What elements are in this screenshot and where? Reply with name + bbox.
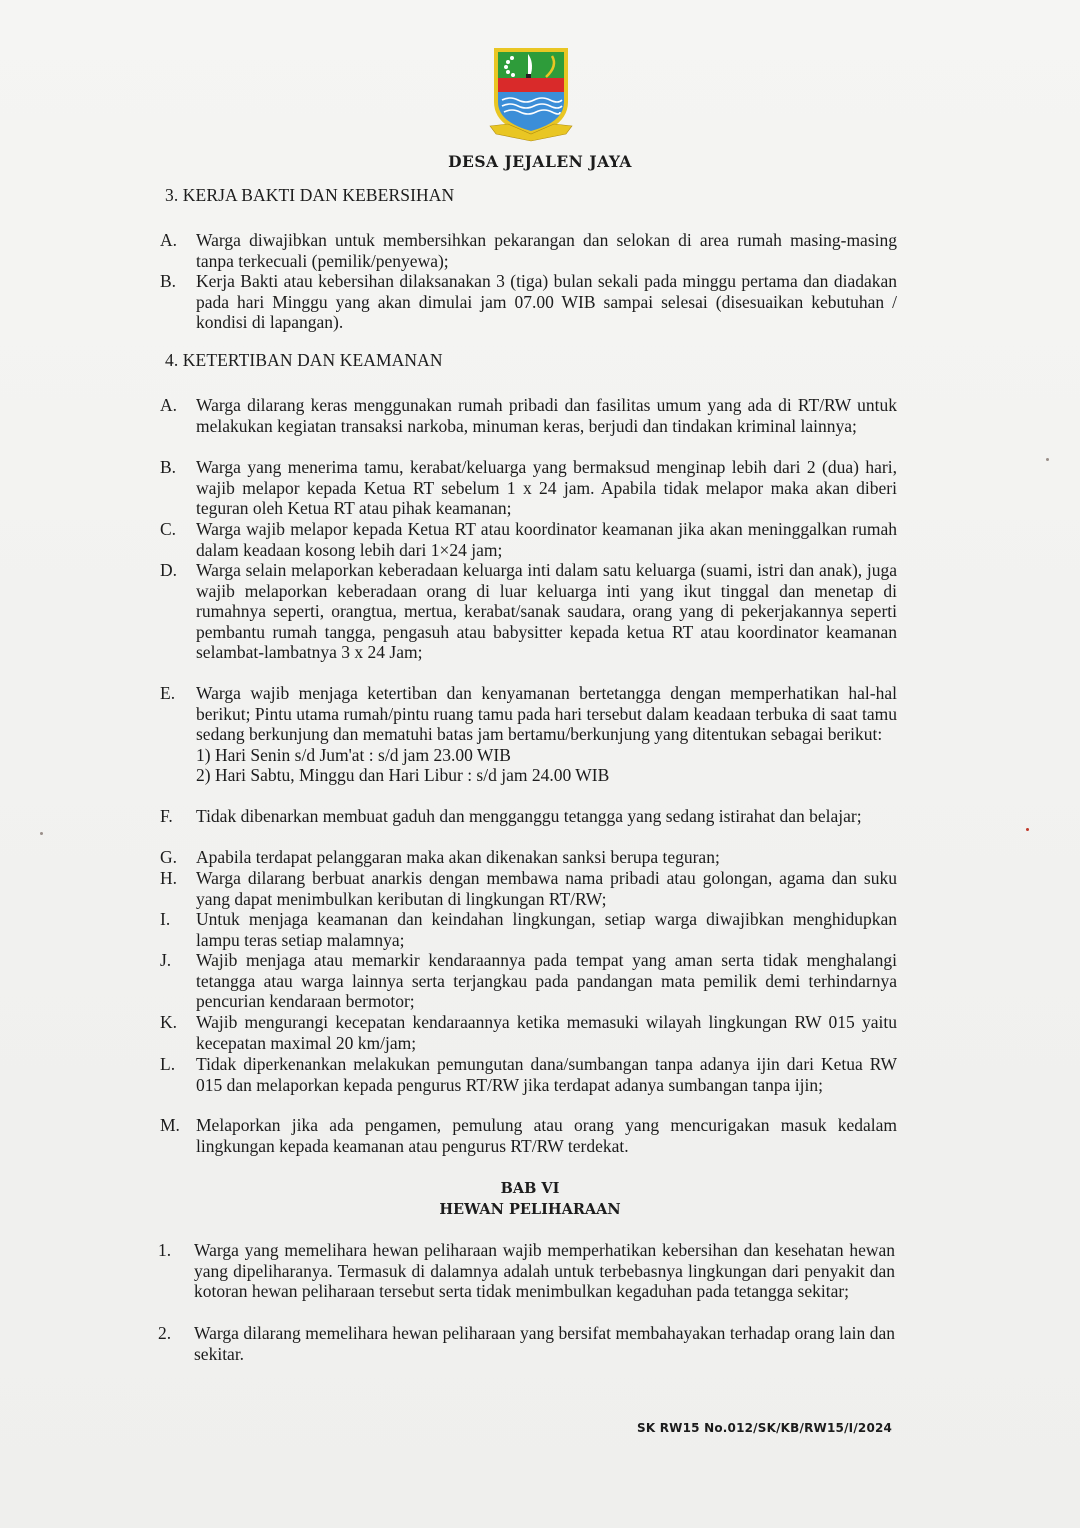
item-text: Wajib mengurangi kecepatan kendaraannya ketika memasuki wilayah lingkungan RW 015 yaitu kecepatan maximal 20 km/jam;: [196, 1012, 897, 1053]
paper-speck: [1046, 458, 1049, 461]
item-label: 2.: [158, 1323, 172, 1343]
item-label: E.: [160, 683, 176, 703]
item-label: B.: [160, 271, 177, 291]
list-item: [160, 230, 897, 271]
list-item: [160, 806, 897, 827]
item-text: Warga yang memelihara hewan peliharaan wajib memperhatikan kebersihan dan kesehatan hewan yang dipeliharanya. Termasuk di dalamnya adalah untuk terbebasnya lingkungan dari penyakit dan kotoran hewan peliharaan tersebut serta tidak menimbulkan kegaduhan pada tetangga sekitar;: [194, 1240, 895, 1301]
village-name: DESA JEJALEN JAYA: [448, 152, 632, 171]
list-item: [160, 1012, 897, 1053]
list-item: [158, 1240, 895, 1302]
list-item: [160, 519, 897, 560]
item-label: A.: [160, 230, 178, 250]
item-label: C.: [160, 519, 177, 539]
item-label: A.: [160, 395, 178, 415]
item-label: K.: [160, 1012, 178, 1032]
item-text: Warga dilarang berbuat anarkis dengan membawa nama pribadi atau golongan, agama dan suku yang dapat menimbulkan keributan di lingkungan RT/RW;: [196, 868, 897, 909]
item-text: Wajib menjaga atau memarkir kendaraannya pada tempat yang aman serta tidak menghalangi tetangga atau warga lainnya serta terjangkau pada pandangan mata pemilik demi terhindarnya pencurian kendaraan bermotor;: [196, 950, 897, 1011]
list-item: [158, 1323, 895, 1364]
item-text: [196, 683, 897, 786]
item-text: Melaporkan jika ada pengamen, pemulung atau orang yang mencurigakan masuk kedalam lingkungan kepada keamanan atau pengurus RT/RW terdekat.: [196, 1115, 897, 1156]
list-item: [160, 1054, 897, 1095]
chapter-number: BAB VI: [500, 1180, 560, 1197]
list-item: [160, 271, 897, 333]
item-text: Untuk menjaga keamanan dan keindahan lingkungan, setiap warga diwajibkan menghidupkan lampu teras setiap malamnya;: [196, 909, 897, 950]
item-text: Warga wajib melapor kepada Ketua RT atau koordinator keamanan jika akan meninggalkan rumah dalam keadaan kosong lebih dari 1×24 jam;: [196, 519, 897, 560]
list-item: [160, 909, 897, 950]
item-text: Warga dilarang memelihara hewan peliharaan yang bersifat membahayakan terhadap orang lain dan sekitar.: [194, 1323, 895, 1364]
list-item: [160, 1115, 897, 1156]
sub-item: 1) Hari Senin s/d Jum'at : s/d jam 23.00 WIB: [196, 744, 511, 765]
item-text: Warga yang menerima tamu, kerabat/keluarga yang bermaksud menginap lebih dari 2 (dua) hari, wajib melapor kepada Ketua RT sebelum 1 x 24 jam. Apabila tidak melapor maka akan diberi teguran oleh Ketua RT atau pihak keamanan;: [196, 457, 897, 518]
list-item: [160, 868, 897, 909]
item-text: Warga diwajibkan untuk membersihkan pekarangan dan selokan di area rumah masing-masing tanpa terkecuali (pemilik/penyewa);: [196, 230, 897, 271]
item-label: L.: [160, 1054, 176, 1074]
paper-speck: [40, 832, 43, 835]
list-item: [160, 950, 897, 1012]
item-label: I.: [160, 909, 171, 929]
sub-item: 2) Hari Sabtu, Minggu dan Hari Libur : s/d jam 24.00 WIB: [196, 765, 610, 785]
item-label: M.: [160, 1115, 180, 1135]
item-text: Tidak dibenarkan membuat gaduh dan mengganggu tetangga yang sedang istirahat dan belajar;: [196, 806, 862, 826]
item-label: G.: [160, 847, 178, 867]
item-label: B.: [160, 457, 177, 477]
item-text: Kerja Bakti atau kebersihan dilaksanakan 3 (tiga) bulan sekali pada minggu pertama dan diadakan pada hari Minggu yang akan dimulai jam 07.00 WIB sampai selesai (disesuaikan kebutuhan / kondisi di lapangan).: [196, 271, 897, 332]
paper-speck: [1026, 828, 1029, 831]
item-label: 1.: [158, 1240, 172, 1260]
list-item: [160, 683, 897, 786]
section-title: 3. KERJA BAKTI DAN KEBERSIHAN: [165, 185, 455, 205]
item-label: F.: [160, 806, 173, 826]
coat-of-arms-emblem-icon: [486, 44, 576, 144]
chapter-title: HEWAN PELIHARAAN: [439, 1201, 621, 1218]
list-item: [160, 395, 897, 436]
item-label: D.: [160, 560, 178, 580]
section-title: 4. KETERTIBAN DAN KEAMANAN: [165, 350, 443, 370]
document-reference: SK RW15 No.012/SK/KB/RW15/I/2024: [637, 1421, 893, 1435]
list-item: [160, 560, 897, 663]
list-item: [160, 457, 897, 519]
item-text: Warga dilarang keras menggunakan rumah pribadi dan fasilitas umum yang ada di RT/RW untuk melakukan kegiatan transaksi narkoba, minuman keras, berjudi dan tindakan kriminal lainnya;: [196, 395, 897, 436]
item-text: Apabila terdapat pelanggaran maka akan dikenakan sanksi berupa teguran;: [196, 847, 720, 867]
item-label: H.: [160, 868, 178, 888]
item-text-body: Warga wajib menjaga ketertiban dan kenyamanan bertetangga dengan memperhatikan hal-hal berikut; Pintu utama rumah/pintu ruang tamu pada hari tersebut dalam keadaan terbuka di saat tamu sedang berkunjung dan mematuhi batas jam bertamu/berkunjung yang ditentukan sebagai berikut:: [196, 683, 897, 744]
list-item: [160, 847, 897, 868]
item-label: J.: [160, 950, 172, 970]
item-text: Warga selain melaporkan keberadaan keluarga inti dalam satu keluarga (suami, istri dan anak), juga wajib melaporkan keberadaan orang di luar keluarga inti yang ikut tinggal dan menetap di rumahnya seperti, orangtua, mertua, kerabat/sanak saudara, orang yang di pekerjakannya seperti pembantu rumah tangga, pengasuh atau babysitter kepada ketua RT atau koordinator keamanan selambat-lambatnya 3 x 24 Jam;: [196, 560, 897, 662]
item-text: Tidak diperkenankan melakukan pemungutan dana/sumbangan tanpa adanya ijin dari Ketua RW 015 dan melaporkan kepada pengurus RT/RW jika terdapat adanya sumbangan tanpa ijin;: [196, 1054, 897, 1095]
